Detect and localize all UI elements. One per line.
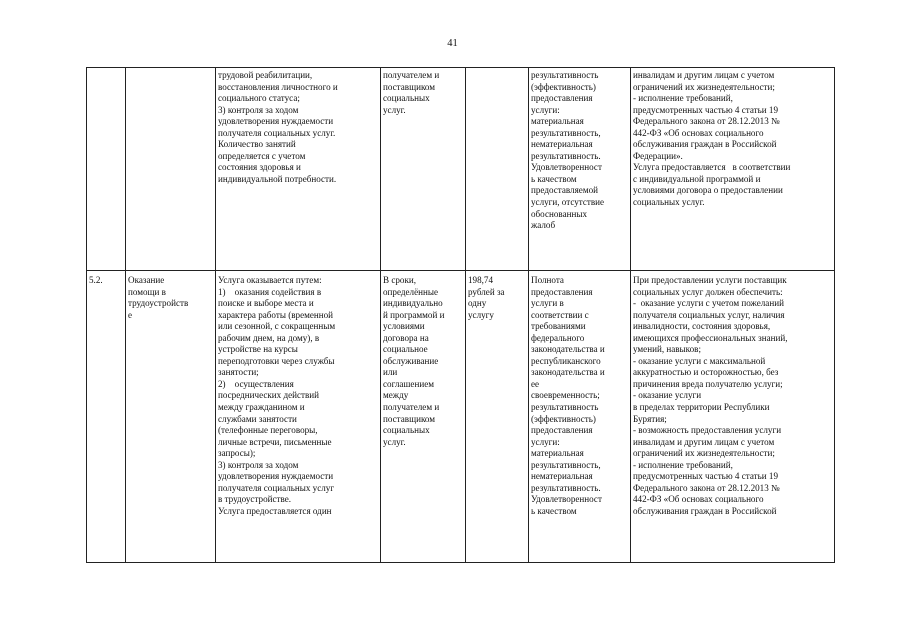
- text-line: предусмотренных частью 4 статьи 19: [633, 471, 778, 482]
- text-line: соглашением: [383, 378, 434, 389]
- text-line: получателя социальных услуг.: [218, 127, 336, 138]
- text-line: 2) осуществления: [218, 378, 294, 389]
- text-line: службами занятости: [218, 413, 297, 424]
- text-line: - исполнение требований,: [633, 459, 733, 470]
- text-line: обслуживания граждан в Российской: [633, 139, 777, 150]
- text-line: услуги в: [531, 298, 564, 309]
- table-row: [87, 68, 835, 271]
- text-line: социальных: [383, 93, 430, 104]
- text-line: получателя социальных услуг: [218, 482, 335, 493]
- text-line: обслуживания граждан в Российской: [633, 505, 777, 516]
- text-line: занятости;: [218, 367, 259, 378]
- text-line: услуги:: [531, 436, 560, 447]
- text-line: услуги, отсутствие: [531, 197, 605, 208]
- text-line: нематериальная: [531, 471, 593, 482]
- cell-service-conditions: [631, 271, 835, 563]
- text-line: 1) оказания содействия в: [218, 286, 322, 297]
- text-line: предоставления: [531, 286, 593, 297]
- text-line: умений, навыков;: [633, 344, 701, 355]
- text-line: Федерального закона от 28.12.2013 №: [633, 116, 780, 127]
- text-line: ограничений их жизнедеятельности;: [633, 81, 775, 92]
- text-line: материальная: [531, 448, 584, 459]
- text-line: определённые: [383, 286, 438, 297]
- text-line: результативность.: [531, 150, 601, 161]
- text-line: Количество занятий: [218, 139, 296, 150]
- text-line: ее: [531, 378, 540, 389]
- text-line: обслуживание: [383, 355, 439, 366]
- text-line: Оказание: [128, 275, 165, 285]
- text-line: предоставления: [531, 425, 593, 436]
- text-line: инвалидам и другим лицам с учетом: [633, 70, 775, 80]
- text-line: социальных услуг.: [633, 197, 705, 208]
- text-line: - оказание услуги с максимальной: [633, 355, 766, 366]
- text-line: поставщиком: [383, 413, 436, 424]
- text-line: - исполнение требований,: [633, 93, 733, 104]
- text-line: между: [383, 390, 409, 401]
- text-line: социального статуса;: [218, 93, 300, 104]
- text-line: Удовлетворенност: [531, 494, 602, 505]
- text-line: аккуратностью и осторожностью, без: [633, 367, 779, 378]
- text-line: устройстве на курсы: [218, 344, 298, 355]
- text-line: ь качеством: [531, 173, 577, 184]
- text-line: трудовой реабилитации,: [218, 70, 313, 80]
- cell-number: [87, 68, 126, 271]
- text-line: требованиями: [531, 321, 586, 332]
- text-line: поиске и выборе места и: [218, 298, 314, 309]
- text-line: предоставления: [531, 93, 593, 104]
- text-line: Полнота: [531, 275, 564, 285]
- text-line: 442-ФЗ «Об основах социального: [633, 494, 764, 505]
- text-line: ограничений их жизнедеятельности;: [633, 448, 775, 459]
- text-line: Бурятия;: [633, 413, 667, 424]
- text-line: федерального: [531, 332, 585, 343]
- text-line: результативность,: [531, 459, 601, 470]
- text-line: Федерации».: [633, 150, 683, 161]
- text-line: 3) контроля за ходом: [218, 104, 299, 115]
- text-line: материальная: [531, 116, 584, 127]
- text-line: предусмотренных частью 4 статьи 19: [633, 104, 778, 115]
- page-number: 41: [447, 38, 458, 49]
- text-line: жалоб: [531, 220, 556, 231]
- text-line: услуг.: [383, 104, 406, 115]
- text-line: (эффективность): [531, 81, 596, 92]
- text-line: своевременность;: [531, 390, 600, 401]
- text-line: в пределах территории Республики: [633, 402, 770, 413]
- text-line: нематериальная: [531, 139, 593, 150]
- text-line: договора на: [383, 332, 429, 343]
- text-line: (эффективность): [531, 413, 596, 424]
- text-line: законодательства и: [531, 367, 605, 378]
- text-line: получателем и: [383, 70, 440, 80]
- text-line: (телефонные переговоры,: [218, 425, 318, 436]
- table-body: [87, 68, 835, 563]
- text-line: рабочим днем, на дому), в: [218, 332, 320, 343]
- cell-service-price: [466, 271, 529, 563]
- text-line: социальное: [383, 344, 428, 355]
- text-line: рублей за: [468, 286, 505, 297]
- text-line: е: [128, 309, 133, 320]
- text-line: или: [383, 367, 398, 378]
- cell-number: [87, 271, 126, 563]
- cell-service-price: [466, 68, 529, 271]
- text-line: индивидуальной потребности.: [218, 173, 337, 184]
- text-line: между гражданином и: [218, 402, 305, 413]
- text-line: восстановления личностного и: [218, 81, 338, 92]
- cell-service-name: [126, 271, 216, 563]
- text-line: республиканского: [531, 355, 601, 366]
- cell-quality-indicators: [529, 68, 631, 271]
- cell-service-name: [126, 68, 216, 271]
- text-line: социальных: [383, 425, 430, 436]
- text-line: состояния здоровья и: [218, 162, 301, 173]
- text-line: услуг.: [383, 436, 406, 447]
- text-line: получателем и: [383, 402, 440, 413]
- text-line: индивидуально: [383, 298, 443, 309]
- text-line: определяется с учетом: [218, 150, 306, 161]
- text-line: с индивидуальной программой и: [633, 173, 761, 184]
- text-line: инвалидам и другим лицам с учетом: [633, 436, 775, 447]
- cell-service-terms: [381, 271, 466, 563]
- text-line: трудоустройств: [128, 298, 189, 309]
- cell-quality-indicators: [529, 271, 631, 563]
- text-line: личные встречи, письменные: [218, 436, 332, 447]
- text-line: характера работы (временной: [218, 309, 334, 320]
- text-line: - оказание услуги с учетом пожеланий: [633, 298, 784, 309]
- text-line: удовлетворения нуждаемости: [218, 471, 334, 482]
- text-line: в трудоустройстве.: [218, 494, 292, 505]
- cell-service-description: [216, 68, 381, 271]
- text-line: В сроки,: [383, 275, 417, 285]
- cell-service-description: [216, 271, 381, 563]
- text-line: или сезонной, с сокращенным: [218, 321, 336, 332]
- text-line: результативность.: [531, 482, 601, 493]
- text-line: условиями: [383, 321, 425, 332]
- text-line: имеющихся профессиональных знаний,: [633, 332, 788, 343]
- table-row: [87, 271, 835, 563]
- text-line: посреднических действий: [218, 390, 320, 401]
- text-line: Федерального закона от 28.12.2013 №: [633, 482, 780, 493]
- text-line: Услуга оказывается путем:: [218, 275, 322, 285]
- cell-service-terms: [381, 68, 466, 271]
- text-line: При предоставлении услуги поставщик: [633, 275, 787, 285]
- text-line: Услуга предоставляется в соответствии: [633, 162, 791, 173]
- text-line: результативность: [531, 402, 599, 413]
- text-line: - оказание услуги: [633, 390, 702, 401]
- cell-service-conditions: [631, 68, 835, 271]
- text-line: 198,74: [468, 275, 494, 285]
- text-line: услугу: [468, 309, 494, 320]
- text-line: получателя социальных услуг, наличия: [633, 309, 785, 320]
- text-line: 5.2.: [89, 275, 103, 285]
- text-line: предоставляемой: [531, 185, 598, 196]
- text-line: 3) контроля за ходом: [218, 459, 299, 470]
- text-line: инвалидности, состояния здоровья,: [633, 321, 771, 332]
- text-line: поставщиком: [383, 81, 436, 92]
- text-line: Услуга предоставляется один: [218, 505, 332, 516]
- text-line: обоснованных: [531, 208, 587, 219]
- text-line: Удовлетворенност: [531, 162, 602, 173]
- text-line: й программой и: [383, 309, 445, 320]
- text-line: 442-ФЗ «Об основах социального: [633, 127, 764, 138]
- text-line: удовлетворения нуждаемости: [218, 116, 334, 127]
- text-line: помощи в: [128, 286, 166, 297]
- text-line: одну: [468, 298, 487, 309]
- text-line: причинения вреда получателю услуги;: [633, 378, 783, 389]
- text-line: результативность: [531, 70, 599, 80]
- text-line: соответствии с: [531, 309, 589, 320]
- text-line: результативность,: [531, 127, 601, 138]
- text-line: услуги:: [531, 104, 560, 115]
- text-line: переподготовки через службы: [218, 355, 335, 366]
- text-line: социальных услуг должен обеспечить:: [633, 286, 783, 297]
- services-table: [86, 67, 835, 563]
- text-line: запросы);: [218, 448, 256, 459]
- text-line: условиями договора о предоставлении: [633, 185, 783, 196]
- text-line: ь качеством: [531, 505, 577, 516]
- text-line: законодательства и: [531, 344, 605, 355]
- text-line: - возможность предоставления услуги: [633, 425, 782, 436]
